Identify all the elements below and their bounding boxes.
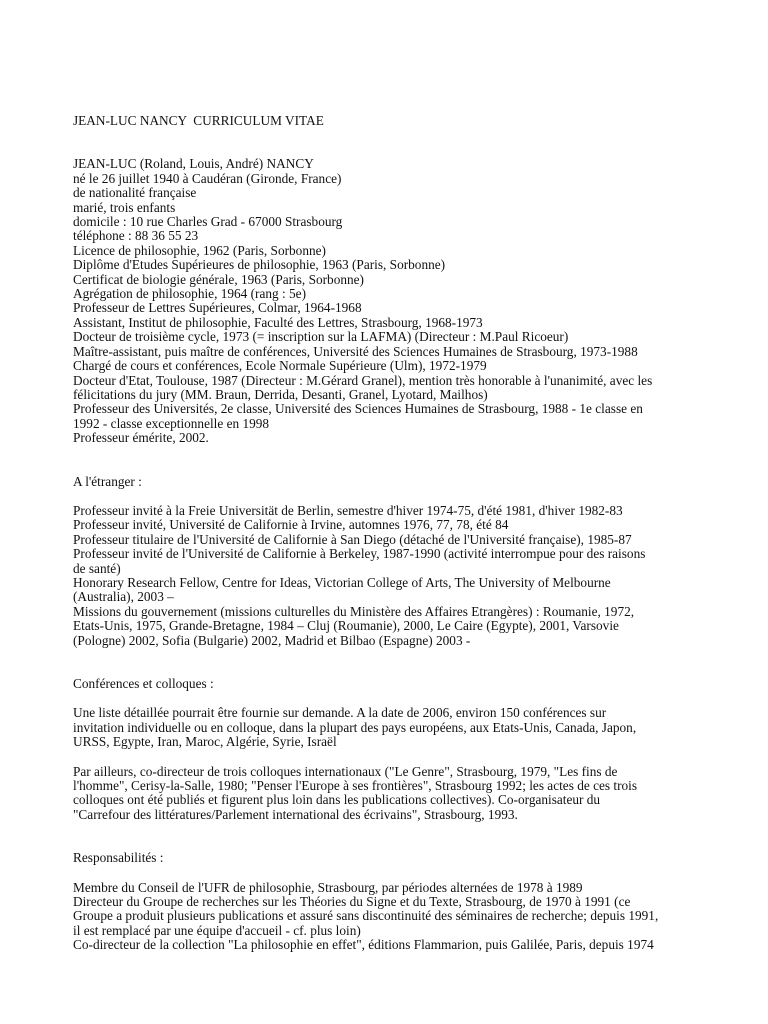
responsibilities-section — [73, 881, 673, 953]
identity-line: 1992 - classe exceptionnelle en 1998 — [73, 415, 270, 431]
responsibilities-line: Membre du Conseil de l'UFR de philosophie, Strasbourg, par périodes alternées de 1978 à 1989 — [73, 879, 583, 895]
abroad-line: Professeur titulaire de l'Université de Californie à San Diego (détaché de l'Université française), 1985-87 — [73, 531, 632, 547]
identity-line: Docteur d'Etat, Toulouse, 1987 (Directeur : M.Gérard Granel), mention très honorable à l'unanimité, avec les — [73, 372, 653, 388]
conferences-line: URSS, Egypte, Iran, Maroc, Algérie, Syrie, Israël — [73, 734, 337, 750]
identity-line: Professeur des Universités, 2e classe, Université des Sciences Humaines de Strasbourg, 1988 - 1e classe en — [73, 401, 643, 417]
identity-line: Professeur émérite, 2002. — [73, 430, 209, 446]
abroad-line: Professeur invité de l'Université de Californie à Berkeley, 1987-1990 (activité interrompue pour des raisons — [73, 546, 646, 562]
identity-line: Agrégation de philosophie, 1964 (rang : 5e) — [73, 286, 307, 302]
abroad-line: Etats-Unis, 1975, Grande-Bretagne, 1984 – Cluj (Roumanie), 2000, Le Caire (Egypte), 2001, Varsovie — [73, 618, 619, 634]
identity-line: JEAN-LUC (Roland, Louis, André) NANCY — [73, 156, 314, 172]
abroad-section — [73, 504, 673, 648]
conferences-line: l'homme", Cerisy-la-Salle, 1980; "Penser l'Europe à ses frontières", Strasbourg 1992; les actes de ces trois — [73, 778, 638, 794]
identity-line: de nationalité française — [73, 185, 197, 201]
identity-line: Professeur de Lettres Supérieures, Colmar, 1964-1968 — [73, 300, 362, 316]
abroad-line: Missions du gouvernement (missions culturelles du Ministère des Affaires Etrangères) : Roumanie, 1972, — [73, 603, 635, 619]
abroad-line: (Australia), 2003 – — [73, 589, 174, 605]
responsibilities-line: Directeur du Groupe de recherches sur les Théories du Signe et du Texte, Strasbourg, de 1970 à 1991 (ce — [73, 894, 631, 910]
conferences-paragraph-1 — [73, 706, 673, 749]
identity-line: Licence de philosophie, 1962 (Paris, Sorbonne) — [73, 242, 326, 258]
abroad-line: Honorary Research Fellow, Centre for Ideas, Victorian College of Arts, The University of Melbourne — [73, 574, 611, 590]
cv-page — [73, 114, 673, 953]
conferences-line: Une liste détaillée pourrait être fournie sur demande. A la date de 2006, environ 150 conférences sur — [73, 705, 607, 721]
identity-line: téléphone : 88 36 55 23 — [73, 228, 199, 244]
identity-line: Certificat de biologie générale, 1963 (Paris, Sorbonne) — [73, 271, 364, 287]
identity-line: Diplôme d'Etudes Supérieures de philosophie, 1963 (Paris, Sorbonne) — [73, 257, 446, 273]
identity-section — [73, 157, 673, 445]
responsibilities-line: Co-directeur de la collection "La philosophie en effet", éditions Flammarion, puis Galilée, Paris, depuis 1974 — [73, 937, 654, 953]
identity-line: félicitations du jury (MM. Braun, Derrida, Desanti, Granel, Lyotard, Mailhos) — [73, 386, 488, 402]
conferences-line: colloques ont été publiés et figurent plus loin dans les publications collectives). Co-organisateur du — [73, 792, 601, 808]
conferences-heading: Conférences et colloques : — [73, 676, 214, 691]
responsibilities-heading: Responsabilités : — [73, 850, 164, 866]
identity-line: Assistant, Institut de philosophie, Faculté des Lettres, Strasbourg, 1968-1973 — [73, 314, 483, 330]
conferences-line: Par ailleurs, co-directeur de trois colloques internationaux ("Le Genre", Strasbourg, 1979, "Les fins de — [73, 763, 618, 779]
identity-line: marié, trois enfants — [73, 199, 176, 215]
conferences-line: invitation individuelle ou en colloque, dans la plupart des pays européens, aux Etats-Unis, Canada, Japon, — [73, 719, 637, 735]
abroad-line: de santé) — [73, 560, 121, 576]
identity-line: Chargé de cours et conférences, Ecole Normale Supérieure (Ulm), 1972-1979 — [73, 358, 487, 374]
abroad-line: (Pologne) 2002, Sofia (Bulgarie) 2002, Madrid et Bilbao (Espagne) 2003 - — [73, 632, 471, 648]
identity-line: né le 26 juillet 1940 à Caudéran (Gironde, France) — [73, 170, 342, 186]
conferences-paragraph-2 — [73, 765, 673, 823]
identity-line: Maître-assistant, puis maître de conférences, Université des Sciences Humaines de Strasbourg, 1973-1988 — [73, 343, 638, 359]
identity-line: domicile : 10 rue Charles Grad - 67000 Strasbourg — [73, 214, 343, 230]
abroad-line: Professeur invité, Université de Californie à Irvine, automnes 1976, 77, 78, été 84 — [73, 517, 509, 533]
responsibilities-line: Groupe a produit plusieurs publications et assuré sans discontinuité des séminaires de recherche; depuis 1991, — [73, 908, 659, 924]
abroad-line: Professeur invité à la Freie Universität de Berlin, semestre d'hiver 1974-75, d'été 1981, d'hiver 1982-83 — [73, 502, 623, 518]
document-title: JEAN-LUC NANCY CURRICULUM VITAE — [73, 113, 324, 128]
identity-line: Docteur de troisième cycle, 1973 (= inscription sur la LAFMA) (Directeur : M.Paul Ricoeur) — [73, 329, 569, 345]
responsibilities-line: il est remplacé par une équipe d'accueil - cf. plus loin) — [73, 922, 361, 938]
conferences-line: "Carrefour des littératures/Parlement international des écrivains", Strasbourg, 1993. — [73, 806, 518, 822]
abroad-heading: A l'étranger : — [73, 473, 142, 489]
